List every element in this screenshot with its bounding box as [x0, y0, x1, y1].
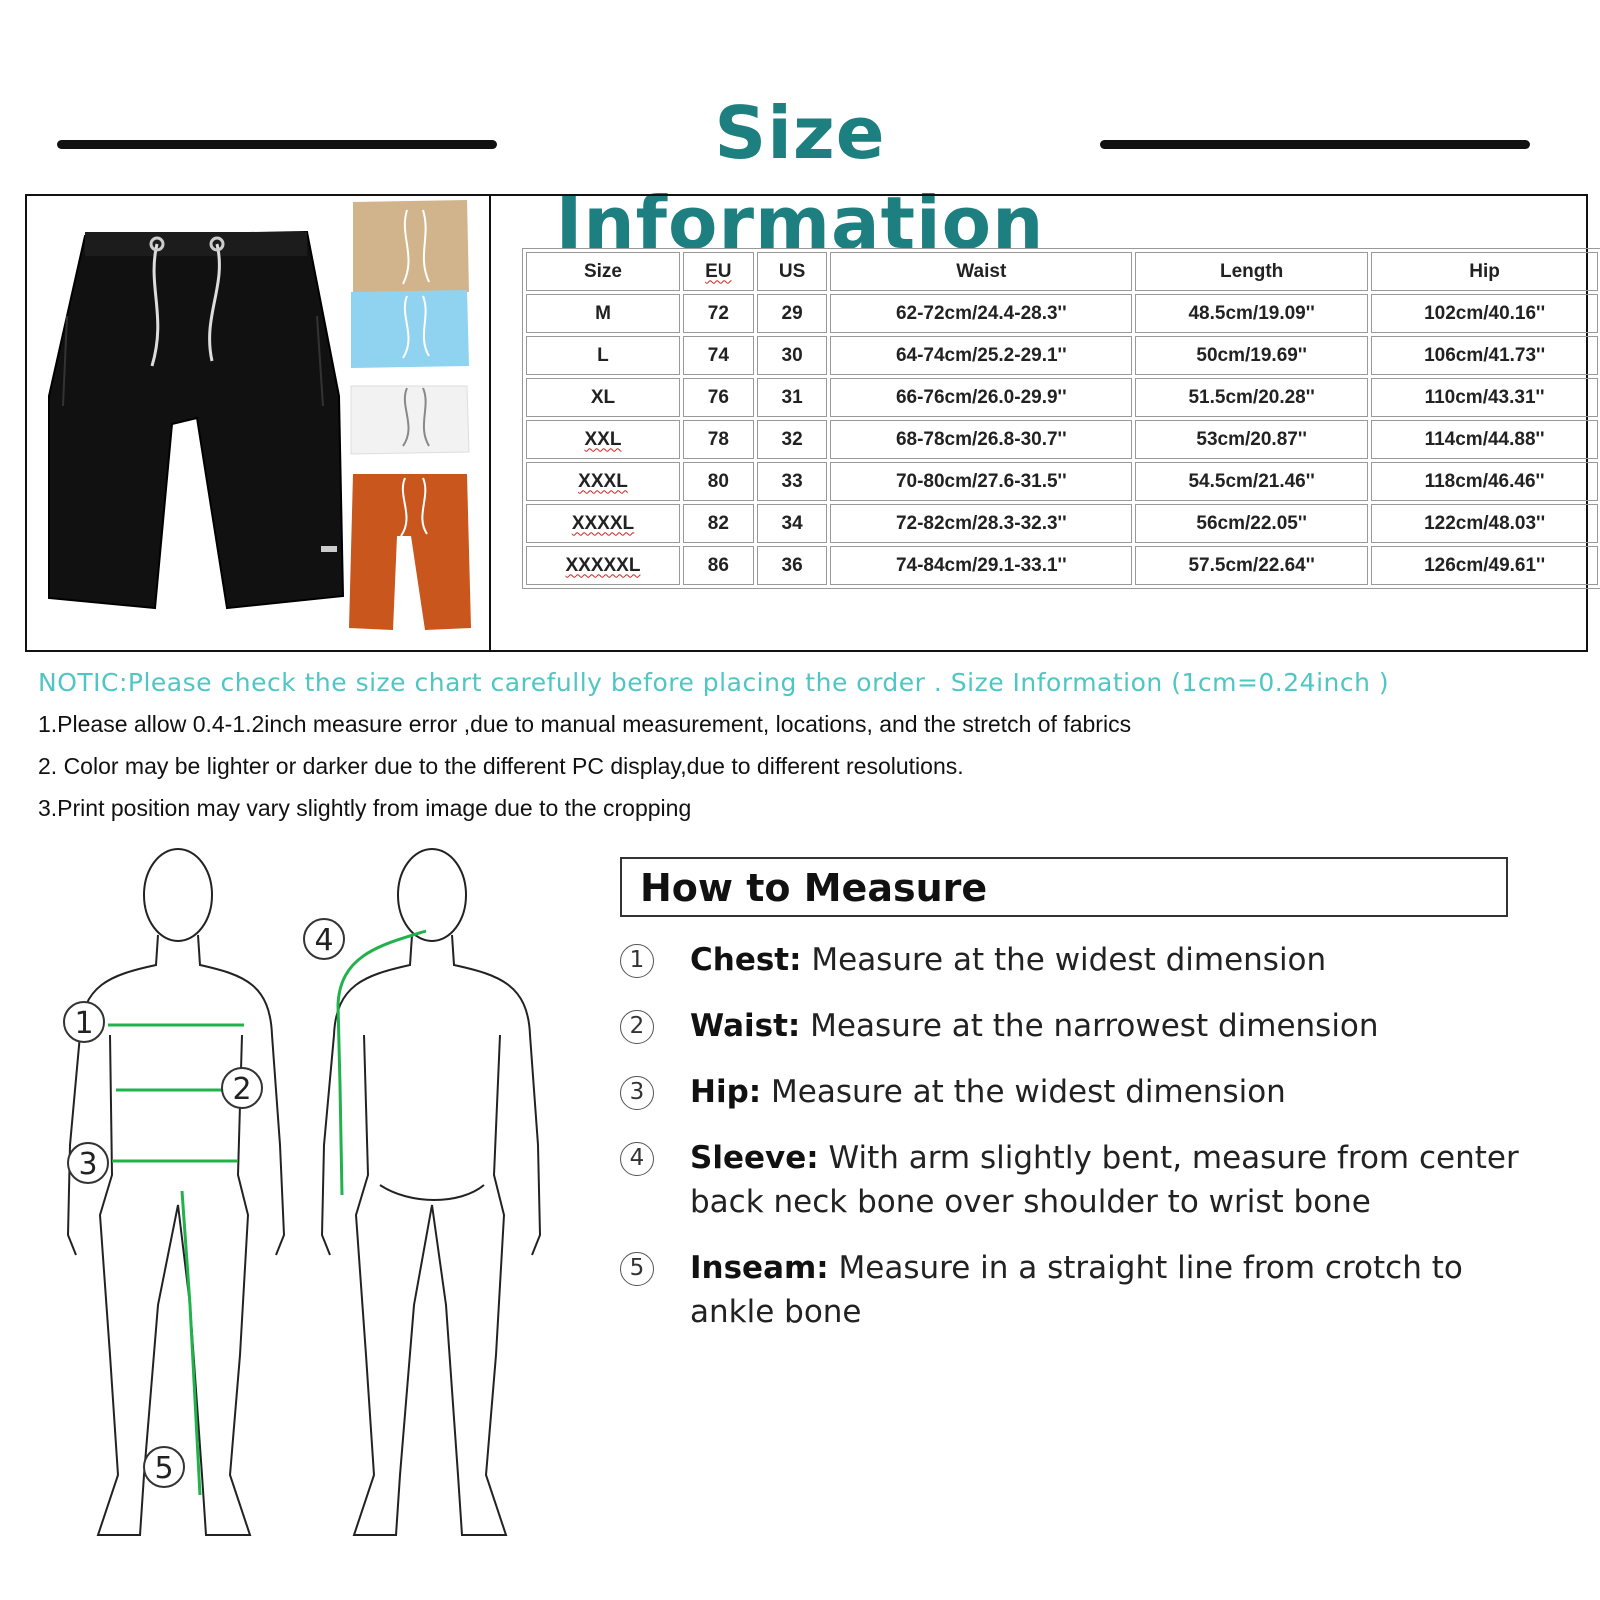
us-cell: 29	[757, 294, 828, 333]
title-rule-right	[1100, 140, 1530, 149]
figure-markers	[64, 919, 344, 1487]
size-cell: XXL	[526, 420, 680, 459]
length-cell: 51.5cm/20.28''	[1135, 378, 1368, 417]
waist-cell: 72-82cm/28.3-32.3''	[830, 504, 1132, 543]
hip-cell: 102cm/40.16''	[1371, 294, 1598, 333]
how-to-measure-header	[620, 857, 1508, 917]
column-header: Waist	[830, 252, 1132, 291]
eu-cell: 74	[683, 336, 754, 375]
eu-cell: 86	[683, 546, 754, 585]
measure-description: Inseam: Measure in a straight line from crotch to ankle bone	[690, 1250, 1463, 1330]
marker-5: 5	[154, 1451, 174, 1486]
number-badge: 1	[620, 944, 654, 978]
us-cell: 30	[757, 336, 828, 375]
marker-1: 1	[74, 1006, 94, 1041]
measurement-lines	[108, 931, 426, 1495]
measure-description: Hip: Measure at the widest dimension	[690, 1074, 1286, 1110]
product-photos	[27, 196, 491, 650]
size-cell: XXXXL	[526, 504, 680, 543]
table-row	[526, 378, 1598, 417]
number-badge: 2	[620, 1010, 654, 1044]
marker-3: 3	[78, 1147, 98, 1182]
hip-cell: 122cm/48.03''	[1371, 504, 1598, 543]
waist-cell: 68-78cm/26.8-30.7''	[830, 420, 1132, 459]
length-cell: 53cm/20.87''	[1135, 420, 1368, 459]
number-badge: 5	[620, 1252, 654, 1286]
size-cell: M	[526, 294, 680, 333]
measure-figures	[40, 835, 580, 1575]
waist-cell: 70-80cm/27.6-31.5''	[830, 462, 1132, 501]
length-cell: 50cm/19.69''	[1135, 336, 1368, 375]
waist-cell: 74-84cm/29.1-33.1''	[830, 546, 1132, 585]
title-rule-left	[57, 140, 497, 149]
table-row	[526, 546, 1598, 585]
eu-cell: 80	[683, 462, 754, 501]
variant-white	[351, 386, 469, 454]
eu-cell: 78	[683, 420, 754, 459]
table-row	[526, 504, 1598, 543]
size-cell: L	[526, 336, 680, 375]
note-1: 1.Please allow 0.4-1.2inch measure error ,due to manual measurement, locations, and the stretch of fabrics	[38, 711, 1132, 737]
number-badge: 4	[620, 1142, 654, 1176]
back-figure	[322, 849, 540, 1535]
hip-cell: 126cm/49.61''	[1371, 546, 1598, 585]
measure-description: Waist: Measure at the narrowest dimension	[690, 1008, 1379, 1044]
eu-cell: 82	[683, 504, 754, 543]
us-cell: 32	[757, 420, 828, 459]
eu-cell: 76	[683, 378, 754, 417]
column-header: Length	[1135, 252, 1368, 291]
notice-text: NOTIC:Please check the size chart carefully before placing the order . Size Information (1cm=0.24inch )	[38, 668, 1390, 697]
length-cell: 57.5cm/22.64''	[1135, 546, 1368, 585]
hip-cell: 106cm/41.73''	[1371, 336, 1598, 375]
front-figure	[68, 849, 284, 1535]
length-cell: 48.5cm/19.09''	[1135, 294, 1368, 333]
waist-cell: 66-76cm/26.0-29.9''	[830, 378, 1132, 417]
size-cell: XXXL	[526, 462, 680, 501]
us-cell: 33	[757, 462, 828, 501]
hip-cell: 110cm/43.31''	[1371, 378, 1598, 417]
variant-orange	[349, 474, 471, 630]
table-row	[526, 420, 1598, 459]
marker-2: 2	[232, 1072, 252, 1107]
table-row	[526, 462, 1598, 501]
length-cell: 56cm/22.05''	[1135, 504, 1368, 543]
column-header: EU	[683, 252, 754, 291]
size-table	[522, 248, 1600, 589]
measure-description: Chest: Measure at the widest dimension	[690, 942, 1327, 978]
main-shorts-black	[49, 232, 343, 608]
column-header: Hip	[1371, 252, 1598, 291]
us-cell: 34	[757, 504, 828, 543]
marker-4: 4	[314, 923, 334, 958]
table-row	[526, 294, 1598, 333]
us-cell: 31	[757, 378, 828, 417]
size-panel	[25, 194, 1588, 652]
page-title: Size Information	[555, 91, 1045, 265]
size-cell: XXXXXL	[526, 546, 680, 585]
waist-cell: 64-74cm/25.2-29.1''	[830, 336, 1132, 375]
eu-cell: 72	[683, 294, 754, 333]
measure-description: Sleeve: With arm slightly bent, measure from center back neck bone over shoulder to wrist bone	[690, 1140, 1519, 1220]
hip-cell: 114cm/44.88''	[1371, 420, 1598, 459]
column-header: US	[757, 252, 828, 291]
variant-lightblue	[351, 290, 469, 368]
body-diagram	[40, 835, 580, 1575]
number-badge: 3	[620, 1076, 654, 1110]
length-cell: 54.5cm/21.46''	[1135, 462, 1368, 501]
note-3: 3.Print position may vary slightly from image due to the cropping	[38, 795, 692, 821]
column-header: Size	[526, 252, 680, 291]
size-chart	[522, 248, 1600, 598]
title-banner	[0, 88, 1600, 265]
how-to-measure-title: How to Measure	[640, 866, 988, 910]
us-cell: 36	[757, 546, 828, 585]
table-row	[526, 336, 1598, 375]
variant-khaki	[353, 200, 469, 294]
size-cell: XL	[526, 378, 680, 417]
hip-cell: 118cm/46.46''	[1371, 462, 1598, 501]
note-2: 2. Color may be lighter or darker due to the different PC display,due to different resolutions.	[38, 753, 964, 779]
waist-cell: 62-72cm/24.4-28.3''	[830, 294, 1132, 333]
product-shorts-image	[27, 196, 489, 652]
table-header-row	[526, 252, 1598, 291]
